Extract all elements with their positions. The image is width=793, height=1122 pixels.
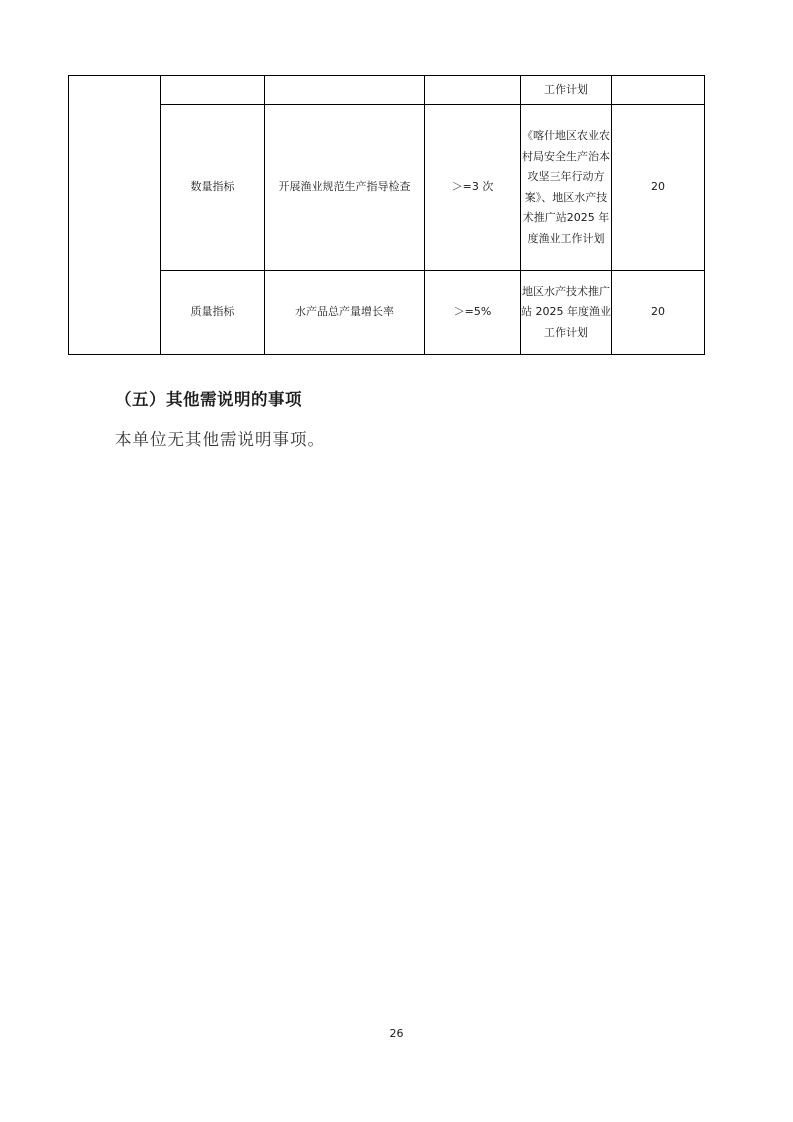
table-cell-indicator-name: 水产品总产量增长率 [265, 271, 425, 355]
table-row [69, 105, 705, 271]
table-row [69, 271, 705, 355]
section-heading: （五）其他需说明的事项 [115, 390, 302, 409]
table-cell-indicator: 质量指标 [161, 271, 265, 355]
table-cell-target-value [425, 76, 521, 105]
table-cell-basis: 地区水产技术推广站 2025 年度渔业工作计划 [521, 271, 612, 355]
table-cell-target-value: ＞=5% [425, 271, 521, 355]
table-cell-basis: 工作计划 [521, 76, 612, 105]
table-cell-merged-category [69, 76, 161, 355]
table-cell-indicator: 数量指标 [161, 105, 265, 271]
table-cell-indicator-name: 开展渔业规范生产指导检查 [265, 105, 425, 271]
table-cell-indicator-name [265, 76, 425, 105]
table-cell-target-value: ＞=3 次 [425, 105, 521, 271]
table-row [69, 76, 705, 105]
table-cell-score [612, 76, 705, 105]
page-number: 26 [389, 1027, 404, 1040]
table-cell-score: 20 [612, 105, 705, 271]
section-body-text: 本单位无其他需说明事项。 [115, 430, 325, 449]
table-cell-indicator [161, 76, 265, 105]
table-cell-score: 20 [612, 271, 705, 355]
table-cell-basis: 《喀什地区农业农村局安全生产治本攻坚三年行动方案》、地区水产技术推广站2025 年度渔业工作计划 [521, 105, 612, 271]
performance-indicator-table [68, 75, 705, 355]
